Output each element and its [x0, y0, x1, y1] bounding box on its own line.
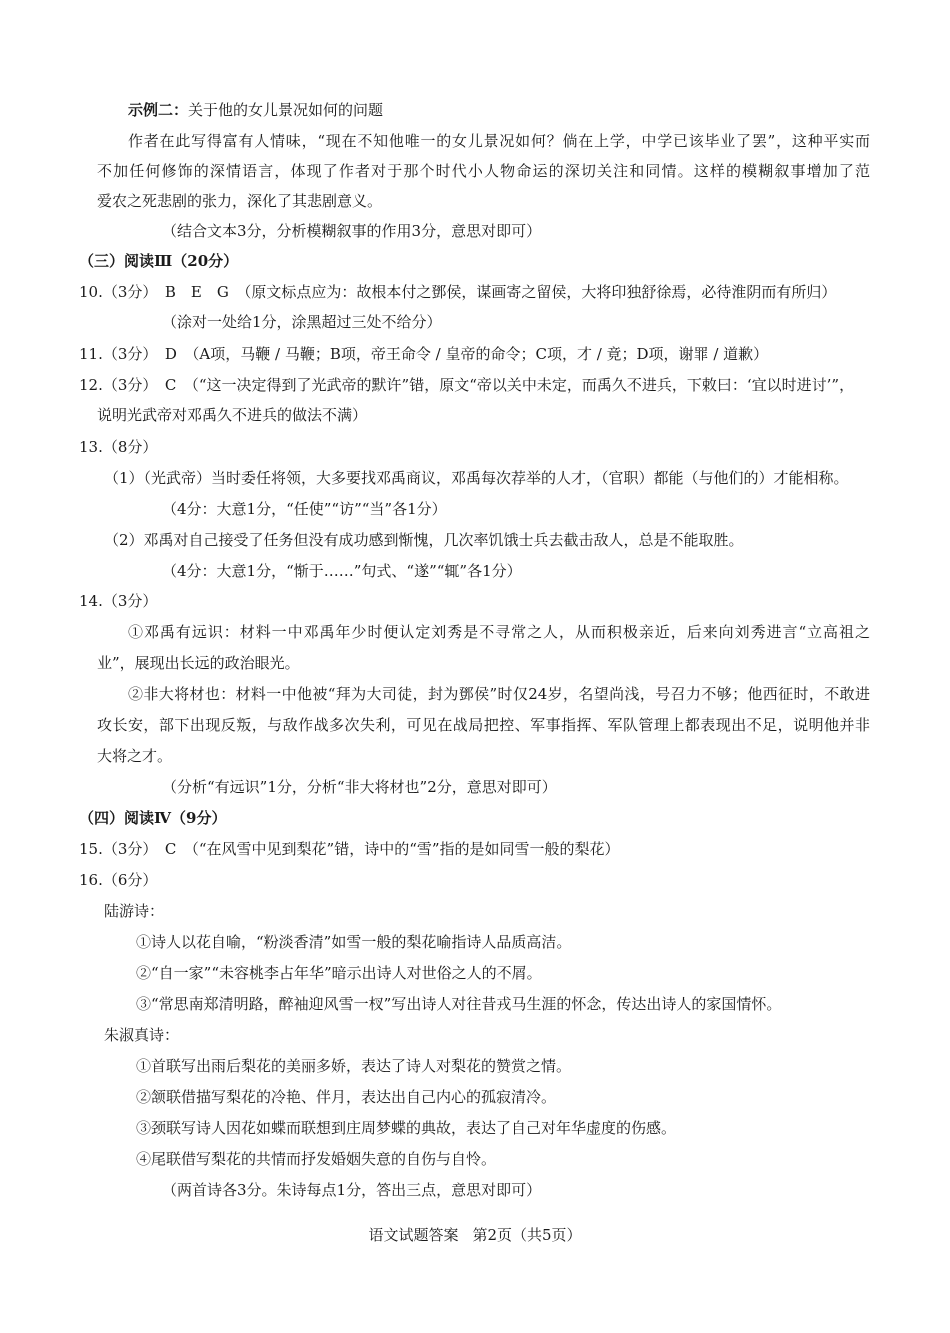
zhu-shuzhen-point-4: ④尾联借写梨花的共情而抒发婚姻失意的自伤与自怜。 — [136, 1150, 497, 1168]
q16-scoring-note: （两首诗各3分。朱诗每点1分，答出三点，意思对即可） — [162, 1181, 542, 1199]
q14-point-2-line-2: 攻长安，部下出现反叛，与敌作战多次失利，可见在战局把控、军事指挥、军队管理上都表现出不足，说明他并非 — [97, 716, 870, 734]
q13-part-1-note: （4分：大意1分，“任使”“访”“当”各1分） — [162, 500, 447, 518]
example-two-para-line-3: 爱农之死悲剧的张力，深化了其悲剧意义。 — [97, 192, 383, 210]
lu-you-poem-label: 陆游诗： — [104, 902, 165, 920]
page-footer — [0, 1224, 950, 1246]
q13-part-2-note: （4分：大意1分，“惭于……”句式、“遂”“辄”各1分） — [162, 562, 522, 580]
lu-you-point-1: ①诗人以花自喻，“粉淡香清”如雪一般的梨花喻指诗人品质高洁。 — [136, 933, 572, 951]
q16-heading: 16.（6分） — [79, 871, 158, 889]
q13-part-2: （2）邓禹对自己接受了任务但没有成功感到惭愧，几次率饥饿士兵去截击敌人，总是不能取胜。 — [104, 531, 744, 549]
q14-point-1-line-1: ①邓禹有远识：材料一中邓禹年少时便认定刘秀是不寻常之人，从而积极亲近，后来向刘秀进言“立高祖之 — [128, 623, 870, 641]
zhu-shuzhen-poem-label: 朱淑真诗： — [104, 1026, 180, 1044]
example-two-label: 示例二： — [128, 101, 189, 119]
zhu-shuzhen-point-1: ①首联写出雨后梨花的美丽多娇，表达了诗人对梨花的赞赏之情。 — [136, 1057, 572, 1075]
q13-part-1: （1）（光武帝）当时委任将领，大多要找邓禹商议，邓禹每次荐举的人才，（官职）都能（与他们的）才能相称。 — [104, 469, 849, 487]
footer-page-number: 第2页（共5页） — [472, 1226, 582, 1244]
q11-answer: 11.（3分） D （A项，马鞭 / 马鞭；B项，帝王命令 / 皇帝的命令；C项，才 / 竟；D项，谢罪 / 道歉） — [79, 345, 769, 363]
example-two-para-line-1: 作者在此写得富有人情味，“现在不知他唯一的女儿景况如何？倘在上学，中学已该毕业了罢”，这种平实而 — [128, 132, 870, 150]
example-two-para-line-2: 不加任何修饰的深情语言，体现了作者对于那个时代小人物命运的深切关注和同情。这样的模糊叙事增加了范 — [97, 162, 870, 180]
q15-answer: 15.（3分） C （“在风雪中见到梨花”错，诗中的“雪”指的是如同雪一般的梨花） — [79, 840, 620, 858]
lu-you-point-2: ②“自一家”“未容桃李占年华”暗示出诗人对世俗之人的不屑。 — [136, 964, 542, 982]
example-two-heading — [128, 99, 383, 121]
zhu-shuzhen-point-3: ③颈联写诗人因花如蝶而联想到庄周梦蝶的典故，表达了自己对年华虚度的伤感。 — [136, 1119, 677, 1137]
section-three-title: （三）阅读Ⅲ（20分） — [79, 252, 239, 270]
q10-scoring-note: （涂对一处给1分，涂黑超过三处不给分） — [162, 313, 442, 331]
section-four-title: （四）阅读Ⅳ（9分） — [79, 809, 227, 827]
q10-answer: 10.（3分） B E G （原文标点应为：故根本付之鄧侯，谋画寄之留侯，大将印独舒徐焉，必待淮阴而有所归） — [79, 283, 837, 301]
q14-point-2-line-3: 大将之才。 — [97, 747, 173, 765]
q13-heading: 13.（8分） — [79, 438, 158, 456]
q12-answer-line-2: 说明光武帝对邓禹久不进兵的做法不满） — [97, 406, 368, 424]
lu-you-point-3: ③“常思南郑清明路，醉袖迎风雪一杈”写出诗人对往昔戎马生涯的怀念，传达出诗人的家国情怀。 — [136, 995, 782, 1013]
q14-point-1-line-2: 业”，展现出长远的政治眼光。 — [97, 654, 300, 672]
q14-heading: 14.（3分） — [79, 592, 158, 610]
q14-point-2-line-1: ②非大将材也：材料一中他被“拜为大司徒，封为鄧侯”时仅24岁，名望尚浅，号召力不够；他西征时，不敢进 — [128, 685, 870, 703]
zhu-shuzhen-point-2: ②颔联借描写梨花的冷艳、伴月，表达出自己内心的孤寂清冷。 — [136, 1088, 557, 1106]
footer-document-title: 语文试题答案 — [368, 1226, 459, 1244]
example-two-topic: 关于他的女儿景况如何的问题 — [188, 101, 384, 119]
q14-scoring-note: （分析“有远识”1分，分析“非大将材也”2分，意思对即可） — [162, 778, 557, 796]
q12-answer-line-1: 12.（3分） C （“这一决定得到了光武帝的默许”错，原文“帝以关中未定，而禹久不进兵，下敕曰：‘宜以时进讨’”， — [79, 376, 855, 394]
example-two-scoring-note: （结合文本3分，分析模糊叙事的作用3分，意思对即可） — [162, 222, 542, 240]
